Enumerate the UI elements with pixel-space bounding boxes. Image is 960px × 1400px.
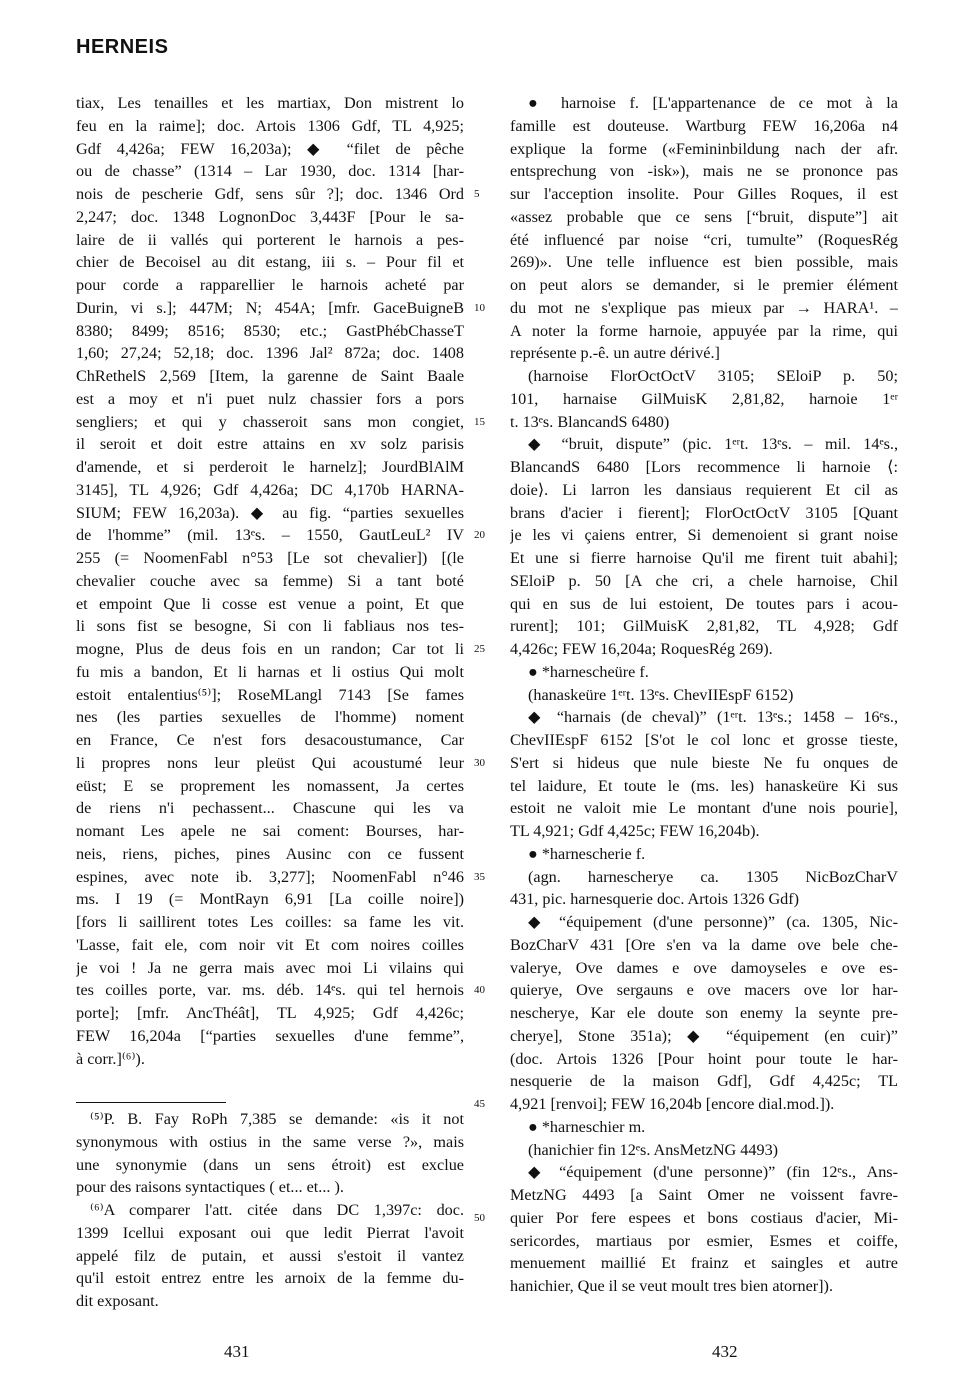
text-line: ● *harneschier m. <box>528 1117 646 1136</box>
line-number: 50 <box>474 1211 485 1224</box>
text-line: FEW 16,204a [“parties sexuelles d'une femme”, <box>76 1026 464 1045</box>
text-line: ◆ “équipement (d'une personne)” (fin 12ᵉs., Ans- <box>528 1163 898 1182</box>
text-line: qui en sus de lui estoient, De toutes pars i acou- <box>510 594 898 613</box>
text-line: 255 (= NoomenFabl n°53 [Le sot chevalier]) [(le <box>76 549 464 567</box>
text-line: d'amende, et si perderoit le harnelz]; JourdBlAlM <box>76 458 464 476</box>
text-line: ◆ “bruit, dispute” (pic. 1ᵉʳt. 13ᵉs. – mil. 14ᵉs., <box>528 435 898 454</box>
text-line: entsprechung von -isk»), mais ne se prononce pas <box>510 162 898 181</box>
text-line: ● harnoise f. [L'appartenance de ce mot à la <box>528 94 898 112</box>
text-line: li sons fist se besogne, Si con li fabliaus nos tes- <box>76 617 464 636</box>
text-line: Gdf 4,426a; FEW 16,203a); ◆ “filet de pêche <box>76 139 464 158</box>
text-line: Et une si fierre harnoise Qu'il me firent tuit abahi]; <box>510 549 898 567</box>
text-line: laire de ii vallés qui porterent le harnois a pes- <box>76 230 464 249</box>
text-line: 4,921 [renvoi]; FEW 16,204b [encore dial.mod.]). <box>510 1095 835 1113</box>
text-line: ms. I 19 (= MontRayn 6,91 [La coille noire]) <box>76 890 464 909</box>
text-line: à corr.]⁽⁶⁾). <box>76 1049 145 1068</box>
text-line: ● *harnescherie f. <box>528 844 646 863</box>
text-line: de riens n'i pechassent... Chascune qui les va <box>76 799 464 818</box>
text-line: sengliers; et qui y chasseroit sans mon congiet, <box>76 412 464 431</box>
text-line: eüst; E se proprement les nomassent, Ja certes <box>76 776 464 795</box>
text-line: 8380; 8499; 8516; 8530; etc.; GastPhébChasseT <box>76 321 464 340</box>
line-number: 5 <box>474 188 480 200</box>
text-line: 1,60; 27,24; 52,18; doc. 1396 Jal² 872a; doc. 1408 <box>76 344 464 363</box>
text-line: est a moy et n'i puet nulz chassier fors a pors <box>76 389 464 408</box>
text-line: t. 13ᵉs. BlancandS 6480) <box>510 412 670 431</box>
text-line: mogne, Plus de deus fois en un randon; Car tot li <box>76 640 464 658</box>
text-line: 3145], TL 4,926; Gdf 4,426a; DC 4,170b HARNA- <box>76 480 464 499</box>
text-line: je les vi çaiens entrer, Si demenoient si grant noise <box>510 526 898 545</box>
text-line: (hanaskeüre 1ᵉʳt. 13ᵉs. ChevIIEspF 6152) <box>528 685 794 704</box>
text-line: tes coilles porte, var. ms. déb. 14ᵉs. qui tel hernois <box>76 981 464 1000</box>
text-line: ChRethelS 2,569 [Item, la garenne de Saint Baale <box>76 367 464 385</box>
text-line: nois de pescherie Gdf, sens sûr ?]; doc. 1346 Ord <box>76 185 464 203</box>
text-line: nesquerie de la maison Gdf], Gdf 4,425c; TL <box>510 1072 898 1091</box>
footnote-line: dit exposant. <box>76 1292 159 1310</box>
line-number: 25 <box>474 643 485 655</box>
text-line: (harnoise FlorOctOctV 3105; SEloiP p. 50; <box>528 367 898 385</box>
text-line: «assez probable que ce sens [“bruit, dispute”] ait <box>510 207 898 226</box>
text-line: SIUM; FEW 16,203a). ◆ au fig. “parties sexuelles <box>76 503 464 522</box>
running-head: HERNEIS <box>76 36 169 58</box>
text-line: ● *harnescheüre f. <box>528 662 649 681</box>
text-line: nescherye, Kar ele doute son enemy la seynte pre- <box>510 1004 898 1022</box>
text-line: estoit ne valoit mie Le montant d'une nois pourie], <box>510 799 898 818</box>
text-line: été influencé par noise “cri, tumulte” (RoquesRég <box>510 230 898 249</box>
text-line: cherye], Stone 351a); ◆ “équipement (en cuir)” <box>510 1026 898 1045</box>
text-line: il seroit et doit estre attains en xv solz parisis <box>76 435 464 454</box>
line-number: 35 <box>474 870 485 883</box>
line-number: 45 <box>474 1098 485 1110</box>
text-line: menuement maillié Et frainz et saingles et autre <box>510 1254 898 1273</box>
footnote-line: pour des raisons syntactiques ( et... et... ). <box>76 1178 344 1197</box>
footnote-rule <box>76 1102 226 1103</box>
left-column <box>76 92 464 1070</box>
text-line: tel laidure, Et toute le (ms. les) hanaskeüre Ki sus <box>510 776 898 795</box>
text-line: en France, Ce n'est fors desacoustumance, Car <box>76 731 464 749</box>
text-line: 269)». Une telle influence est bien possible, mais <box>510 253 898 272</box>
text-line: famille est douteuse. Wartburg FEW 16,206a n4 <box>510 116 898 135</box>
text-line: fu mis a bandon, Et li harnas et li ostius Qui molt <box>76 662 464 681</box>
footnote-line: 1399 Icellui exposant oui que ledit Pierrat l'avoit <box>76 1223 464 1242</box>
text-line: BozCharV 431 [Ore s'en va la dame ove bele che- <box>510 935 898 954</box>
text-line: sericordes, martiaus por esmier, Esmes et coiffe, <box>510 1231 898 1250</box>
text-line: (hanichier fin 12ᵉs. AnsMetzNG 4493) <box>528 1140 779 1159</box>
line-number: 15 <box>474 415 485 428</box>
text-line: valerye, Ove dames e ove damoyseles e ove es- <box>510 958 898 977</box>
text-line: [fors li saillirent totes Les coilles: sa fame les vit. <box>76 913 464 931</box>
text-line: estoit entalentius⁽⁵⁾]; RoseMLangl 7143 [Se fames <box>76 685 464 704</box>
text-line: MetzNG 4493 [a Saint Omer ne voissent favre- <box>510 1186 898 1204</box>
text-line: et empoint Que li cosse est venue a point, Et que <box>76 594 464 613</box>
text-line: feu en la raime]; doc. Artois 1306 Gdf, TL 4,925; <box>76 116 464 135</box>
text-line: doie⟩. Li larron les dansiaus requierent Et cil as <box>510 480 898 499</box>
text-line: S'ert si hideus que nule bieste Ne fu onques de <box>510 753 898 772</box>
text-line: BlancandS 6480 [Lors recommence li harnoie ⟨: <box>510 458 898 476</box>
text-line: 431, pic. harnesquerie doc. Artois 1326 Gdf) <box>510 890 800 909</box>
text-line: je voi ! Ja ne gerra mais avec moi Li vilains qui <box>76 958 464 977</box>
text-line: quier Por fere espees et bons costiaus d'acier, Mi- <box>510 1208 898 1227</box>
text-line: 'Lasse, fait ele, com noir vit Et com noires coilles <box>76 935 464 954</box>
text-line: de l'homme” (mil. 13ᵉs. – 1550, GautLeuL² IV <box>76 526 464 545</box>
text-line: brans d'acier i fierent]; FlorOctOctV 3105 [Quant <box>510 503 898 522</box>
text-line: tiax, Les tenailles et les martiax, Don mistrent lo <box>76 94 464 112</box>
text-line: on peut alors se demander, si le premier élément <box>510 276 898 294</box>
right-column <box>510 92 898 1298</box>
text-line: pour corde a rapparellier le harnois acheté par <box>76 276 464 294</box>
text-line: nes (les parties sexuelles de l'homme) noment <box>76 708 464 727</box>
text-line: porte]; [mfr. AncThéât], TL 4,925; Gdf 4,426c; <box>76 1004 464 1022</box>
text-line: 2,247; doc. 1348 LognonDoc 3,443F [Pour le sa- <box>76 207 464 226</box>
line-number: 10 <box>474 301 485 314</box>
text-line: 4,426c; FEW 16,204a; RoquesRég 269). <box>510 640 773 658</box>
text-line: espines, avec note ib. 3,277]; NoomenFabl n°46 <box>76 867 464 886</box>
footnote-line: ⁽⁵⁾P. B. Fay RoPh 7,385 se demande: «is it not <box>90 1110 464 1128</box>
text-line: TL 4,921; Gdf 4,425c; FEW 16,204b). <box>510 822 760 840</box>
text-line: nomant Les apele ne sai coment: Bourses, har- <box>76 822 464 840</box>
footnotes <box>76 1108 464 1313</box>
text-line: (agn. harnescherye ca. 1305 NicBozCharV <box>528 867 898 886</box>
text-line: chier de Becoisel au dit estang, iii s. – Pour fil et <box>76 253 464 272</box>
footnote-line: ⁽⁶⁾A comparer l'att. citée dans DC 1,397c: doc. <box>90 1201 464 1219</box>
line-number: 30 <box>474 756 485 769</box>
text-line: rurent]; 101; GilMuisK 2,81,82, TL 4,928; Gdf <box>510 617 898 636</box>
text-line: ou de chasse” (1314 – Lar 1930, doc. 1314 [har- <box>76 162 464 181</box>
text-line: li propres nons leur pleüst Qui acoustumé leur <box>76 753 464 772</box>
text-line: SEloiP p. 50 [A che cri, a chele harnoise, Chil <box>510 571 898 590</box>
text-line: sur l'acception insolite. Pour Gilles Roques, il est <box>510 185 898 203</box>
line-number: 40 <box>474 984 485 997</box>
footnote-line: appelé filz de putain, et aussi s'estoit il vantez <box>76 1246 464 1265</box>
text-line: du mot ne s'explique pas mieux par → HARA¹. – <box>510 298 898 317</box>
text-line: A noter la forme harnoie, appuyée par la rime, qui <box>510 321 898 340</box>
text-line: explique la forme («Femininbildung nach der afr. <box>510 139 898 158</box>
text-line: quierye, Ove sergauns e ove macers ove lor har- <box>510 981 898 1000</box>
text-line: ◆ “harnais (de cheval)” (1ᵉʳt. 13ᵉs.; 1458 – 16ᵉs., <box>528 708 898 727</box>
footnote-line: une synonymie (dans un sens étroit) est exclue <box>76 1155 464 1174</box>
page-number-left: 431 <box>224 1342 250 1361</box>
text-line: (doc. Artois 1326 [Pour hoint pour toute le har- <box>510 1049 898 1068</box>
footnote-line: synonymous with ostius in the same verse ?», mais <box>76 1132 464 1151</box>
text-line: représente p.-ê. un autre dérivé.] <box>510 344 720 363</box>
text-line: Durin, vi s.]; 447M; N; 454A; [mfr. GaceBuigneB <box>76 298 464 317</box>
line-number: 20 <box>474 529 485 542</box>
text-line: ◆ “équipement (d'une personne)” (ca. 1305, Nic- <box>528 913 898 931</box>
text-line: hanichier, Que il se veut moult tres bien atorner]). <box>510 1277 833 1295</box>
page-number-right: 432 <box>712 1342 738 1361</box>
text-line: ChevIIEspF 6152 [S'ot le col lonc et grosse tieste, <box>510 731 898 749</box>
text-line: neis, riens, piches, pines Ausinc con ce fussent <box>76 844 464 863</box>
text-line: 101, harnaise GilMuisK 2,81,82, harnoie 1ᵉʳ <box>510 389 898 408</box>
text-line: chevalier couche avec sa femme) Si a tant boté <box>76 571 464 590</box>
footnote-line: qu'il estoit entrez entre les arnoix de la femme du- <box>76 1269 464 1288</box>
